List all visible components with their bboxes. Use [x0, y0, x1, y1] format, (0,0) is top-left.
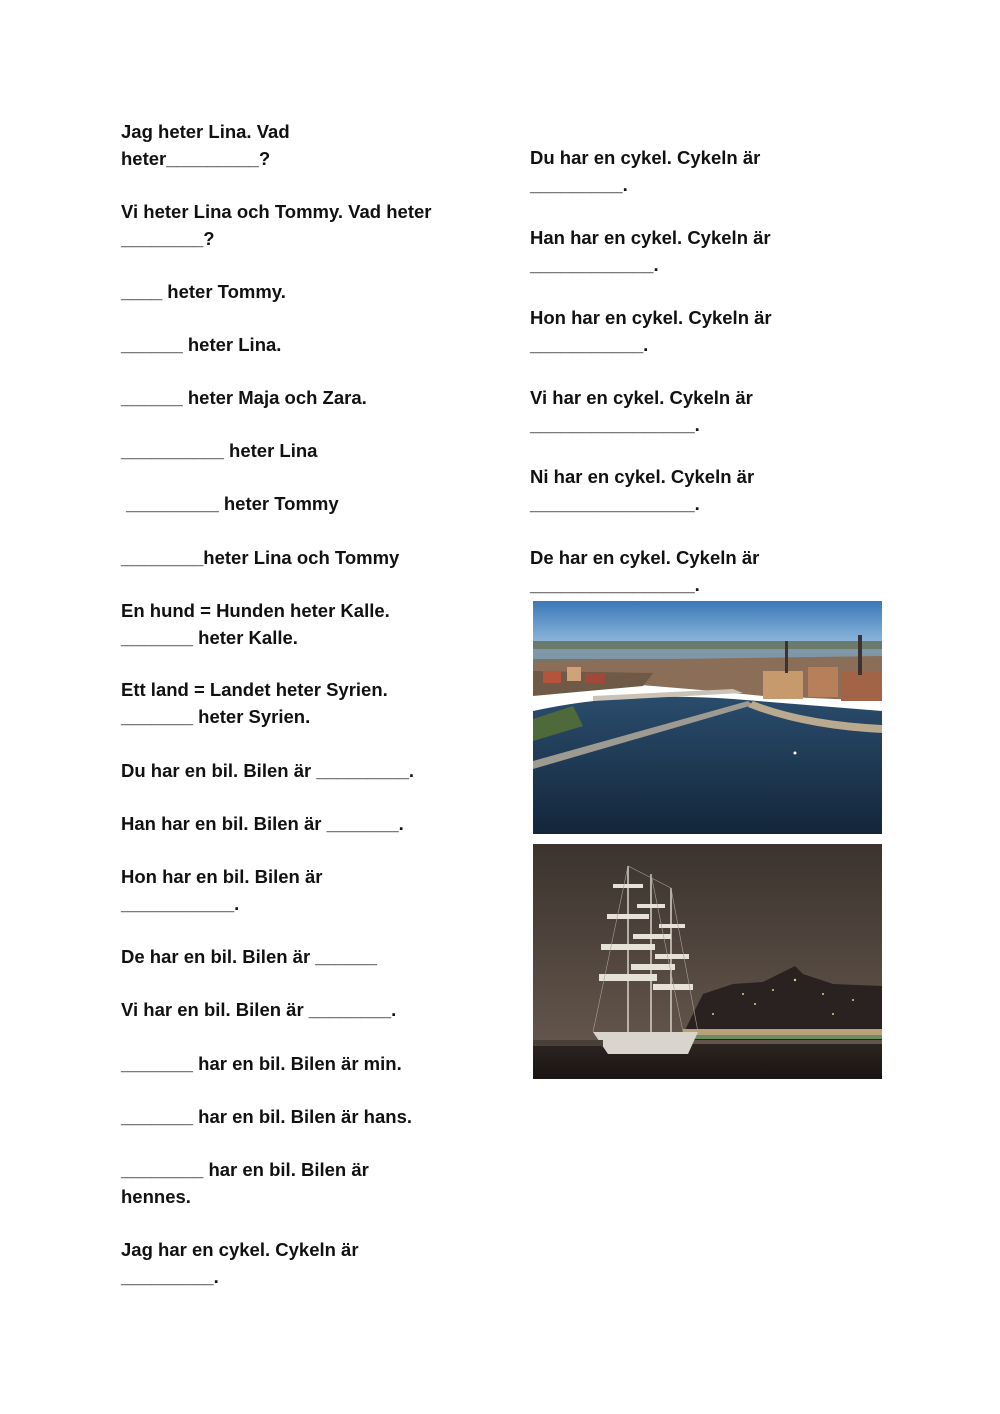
- tall-ship-illustration: [533, 844, 882, 1079]
- exercise-item: Jag heter Lina. Vad heter_________?: [121, 121, 290, 169]
- exercise-item: Du har en cykel. Cykeln är _________.: [530, 147, 761, 195]
- exercise-item: _________ heter Tommy: [121, 493, 339, 514]
- exercise-item: ________heter Lina och Tommy: [121, 547, 400, 568]
- exercise-item: ____ heter Tommy.: [121, 281, 286, 302]
- exercise-item: ________ har en bil. Bilen är hennes.: [121, 1159, 369, 1207]
- exercise-item: Jag har en cykel. Cykeln är _________.: [121, 1239, 359, 1287]
- exercise-item: ______ heter Maja och Zara.: [121, 387, 367, 408]
- exercise-item: Vi har en cykel. Cykeln är ________________.: [530, 387, 753, 435]
- exercise-item: ______ heter Lina.: [121, 334, 282, 355]
- exercise-item: Vi har en bil. Bilen är ________.: [121, 999, 397, 1020]
- exercise-item: Hon har en cykel. Cykeln är ___________.: [530, 307, 772, 355]
- exercise-item: Ni har en cykel. Cykeln är ________________.: [530, 466, 755, 514]
- exercise-item: En hund = Hunden heter Kalle. _______ heter Kalle.: [121, 600, 390, 648]
- exercise-item: Du har en bil. Bilen är _________.: [121, 760, 415, 781]
- tall-ship-night-photo: [533, 844, 882, 1079]
- exercise-item: Han har en bil. Bilen är _______.: [121, 813, 404, 834]
- exercise-item: __________ heter Lina: [121, 440, 318, 461]
- exercise-item: _______ har en bil. Bilen är hans.: [121, 1106, 412, 1127]
- exercise-item: De har en cykel. Cykeln är ________________.: [530, 547, 760, 595]
- exercise-item: Vi heter Lina och Tommy. Vad heter ________?: [121, 201, 432, 249]
- exercise-item: Hon har en bil. Bilen är ___________.: [121, 866, 323, 914]
- exercise-item: Ett land = Landet heter Syrien. _______ heter Syrien.: [121, 679, 388, 727]
- exercise-item: Han har en cykel. Cykeln är ____________.: [530, 227, 771, 275]
- city-aerial-illustration: [533, 601, 882, 834]
- exercise-item: _______ har en bil. Bilen är min.: [121, 1053, 402, 1074]
- exercise-item: De har en bil. Bilen är ______: [121, 946, 378, 967]
- city-aerial-photo: [533, 601, 882, 834]
